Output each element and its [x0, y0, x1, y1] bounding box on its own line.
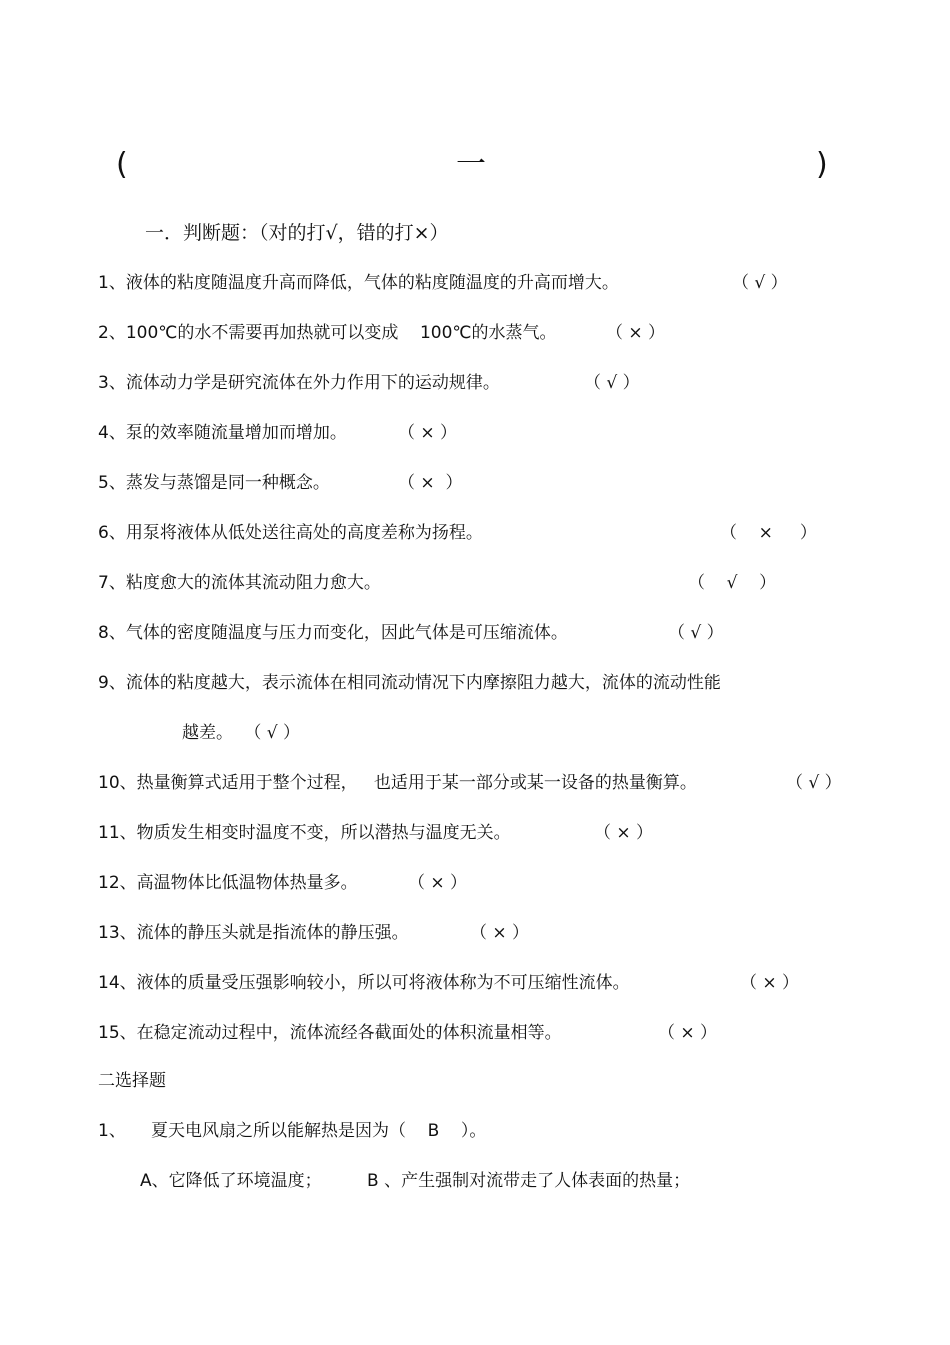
answer-mark: （ × ）: [398, 473, 463, 493]
section-heading-true-false: 一．判断题：（对的打√，错的打×）: [145, 222, 449, 244]
question-text: 6、用泵将液体从低处送往高处的高度差称为扬程。: [98, 523, 483, 543]
mc-question-number: 1、: [98, 1121, 126, 1141]
question-4: [98, 418, 458, 448]
mc-question-text: 夏天电风扇之所以能解热是因为（ B ）。: [151, 1121, 487, 1141]
question-text: 15、在稳定流动过程中，流体流经各截面处的体积流量相等。: [98, 1023, 562, 1043]
option-a: A、它降低了环境温度；: [140, 1171, 322, 1191]
answer-mark: （ × ）: [594, 823, 654, 843]
document-title: [0, 140, 950, 190]
question-10: [98, 768, 842, 798]
question-14: [98, 968, 800, 998]
question-12: [98, 868, 468, 898]
question-15: [98, 1018, 718, 1048]
question-5: [98, 468, 463, 498]
option-b: B 、产生强制对流带走了人体表面的热量；: [367, 1171, 691, 1191]
question-text: 10、热量衡算式适用于整个过程， 也适用于某一部分或某一设备的热量衡算。: [98, 773, 697, 793]
answer-mark: （ × ）: [740, 973, 800, 993]
question-text: 11、物质发生相变时温度不变，所以潜热与温度无关。: [98, 823, 511, 843]
question-7: [98, 568, 777, 598]
answer-mark: （ √ ）: [668, 623, 724, 643]
question-1: [98, 268, 788, 298]
question-3: [98, 368, 640, 398]
question-text: 5、蒸发与蒸馏是同一种概念。: [98, 473, 330, 493]
question-6: [98, 518, 817, 548]
answer-mark: （ √ ）: [584, 373, 640, 393]
answer-mark: （ × ）: [408, 873, 468, 893]
question-text-continued: 越差。: [182, 723, 233, 743]
answer-mark: （ × ）: [470, 923, 530, 943]
answer-mark: （ √ ）: [732, 273, 788, 293]
question-8: [98, 618, 724, 648]
answer-mark: （ × ）: [606, 323, 666, 343]
title-close-paren: ): [816, 147, 828, 182]
title-number: 一: [456, 147, 486, 182]
question-text: 1、液体的粘度随温度升高而降低，气体的粘度随温度的升高而增大。: [98, 273, 619, 293]
question-2: [98, 318, 666, 348]
question-text: 14、液体的质量受压强影响较小，所以可将液体称为不可压缩性流体。: [98, 973, 630, 993]
question-text: 3、流体动力学是研究流体在外力作用下的运动规律。: [98, 373, 500, 393]
question-text: 4、泵的效率随流量增加而增加。: [98, 423, 347, 443]
title-open-paren: (: [116, 147, 128, 182]
question-9: [98, 668, 721, 698]
answer-mark: （ × ）: [658, 1023, 718, 1043]
question-text: 2、100℃的水不需要再加热就可以变成 100℃的水蒸气。: [98, 323, 557, 343]
question-text: 8、气体的密度随温度与压力而变化，因此气体是可压缩流体。: [98, 623, 568, 643]
answer-mark: （ √ ）: [244, 723, 301, 743]
question-text: 9、流体的粘度越大，表示流体在相同流动情况下内摩擦阻力越大，流体的流动性能: [98, 673, 721, 693]
question-text: 12、高温物体比低温物体热量多。: [98, 873, 358, 893]
answer-mark: （ √ ）: [786, 773, 842, 793]
section-heading-multiple-choice: 二选择题: [98, 1071, 166, 1091]
mc-options: [140, 1166, 690, 1196]
question-text: 7、粘度愈大的流体其流动阻力愈大。: [98, 573, 381, 593]
question-text: 13、流体的静压头就是指流体的静压强。: [98, 923, 409, 943]
mc-question-1: [98, 1116, 487, 1146]
answer-mark: （ √ ）: [688, 573, 777, 593]
question-11: [98, 818, 654, 848]
question-13: [98, 918, 530, 948]
answer-mark: （ × ）: [720, 523, 817, 543]
answer-mark: （ × ）: [398, 423, 458, 443]
question-9-continuation: [182, 718, 300, 748]
